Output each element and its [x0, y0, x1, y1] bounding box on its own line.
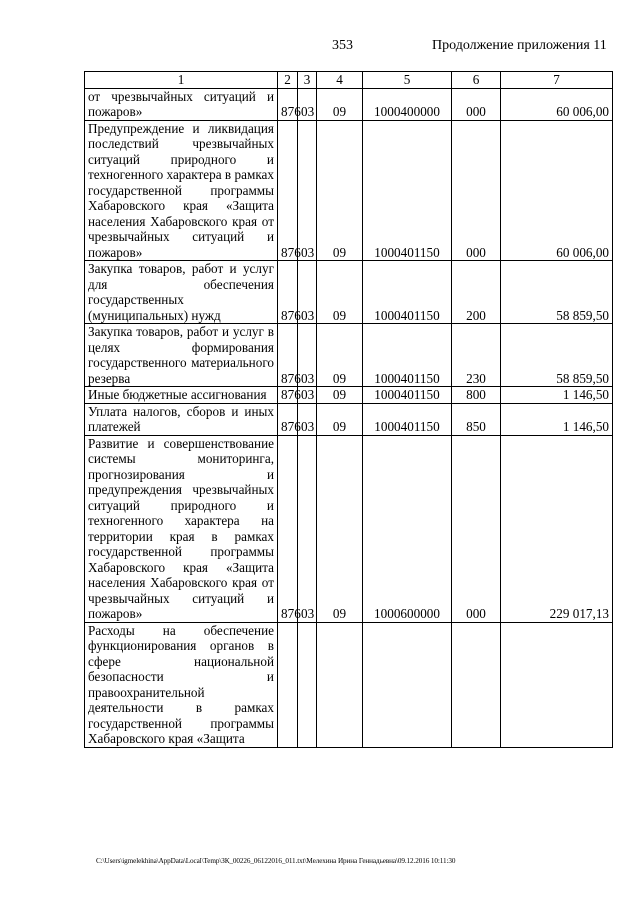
amount: 1 146,50 — [501, 403, 613, 435]
ministry-code: 876 — [278, 435, 298, 622]
target-code: 1000600000 — [363, 435, 452, 622]
row-name: Иные бюджетные ассигнования — [85, 387, 278, 404]
subsection-code: 09 — [317, 261, 363, 324]
row-name: Закупка товаров, работ и услуг в целях формирования государственного материального резерва — [85, 324, 278, 387]
ministry-code: 876 — [278, 387, 298, 404]
amount: 58 859,50 — [501, 261, 613, 324]
ministry-code: 876 — [278, 88, 298, 120]
subsection-code: 09 — [317, 403, 363, 435]
column-header: 1 — [85, 72, 278, 89]
section-code — [298, 622, 317, 747]
column-header: 7 — [501, 72, 613, 89]
document-path-footer: C:\Users\igmelekhina\AppData\Local\Temp\ЗК_00226_06122016_011.txt\Мелехина Ирина Геннадьевна\09.12.2016 10:11:30 — [96, 857, 456, 865]
target-code: 1000401150 — [363, 387, 452, 404]
table-row — [85, 120, 613, 261]
expense-type-code: 200 — [452, 261, 501, 324]
ministry-code: 876 — [278, 120, 298, 261]
subsection-code: 09 — [317, 387, 363, 404]
row-name: Расходы на обеспечение функционирования органов в сфере национальной безопасности и правоохранительной деятельности в рамках государственной программы Хабаровского края «Защита — [85, 622, 278, 747]
column-header: 6 — [452, 72, 501, 89]
table-row — [85, 324, 613, 387]
amount: 1 146,50 — [501, 387, 613, 404]
row-name: Закупка товаров, работ и услуг для обеспечения государственных (муниципальных) нужд — [85, 261, 278, 324]
subsection-code: 09 — [317, 120, 363, 261]
amount: 60 006,00 — [501, 88, 613, 120]
expense-type-code: 000 — [452, 120, 501, 261]
subsection-code — [317, 622, 363, 747]
amount: 229 017,13 — [501, 435, 613, 622]
section-code: 03 — [298, 435, 317, 622]
target-code: 1000401150 — [363, 261, 452, 324]
column-header: 4 — [317, 72, 363, 89]
target-code: 1000400000 — [363, 88, 452, 120]
target-code: 1000401150 — [363, 403, 452, 435]
ministry-code: 876 — [278, 324, 298, 387]
amount — [501, 622, 613, 747]
row-name: Предупреждение и ликвидация последствий чрезвычайных ситуаций природного и техногенного характера в рамках государственной программы Хабаровского края «Защита населения Хабаровского края от чрезвычайных ситуаций и пожаров» — [85, 120, 278, 261]
expense-type-code — [452, 622, 501, 747]
section-code: 03 — [298, 387, 317, 404]
table-row — [85, 88, 613, 120]
table-row — [85, 387, 613, 404]
table-header-row — [85, 72, 613, 89]
target-code: 1000401150 — [363, 120, 452, 261]
table-row — [85, 403, 613, 435]
table-row — [85, 622, 613, 747]
target-code — [363, 622, 452, 747]
ministry-code — [278, 622, 298, 747]
table-row — [85, 435, 613, 622]
table-row — [85, 261, 613, 324]
expense-type-code: 800 — [452, 387, 501, 404]
ministry-code: 876 — [278, 261, 298, 324]
expense-type-code: 000 — [452, 88, 501, 120]
target-code: 1000401150 — [363, 324, 452, 387]
amount: 60 006,00 — [501, 120, 613, 261]
amount: 58 859,50 — [501, 324, 613, 387]
subsection-code: 09 — [317, 435, 363, 622]
column-header: 3 — [298, 72, 317, 89]
row-name: Уплата налогов, сборов и иных платежей — [85, 403, 278, 435]
appendix-label: Продолжение приложения 11 — [432, 38, 607, 53]
section-code: 03 — [298, 120, 317, 261]
section-code: 03 — [298, 261, 317, 324]
section-code: 03 — [298, 324, 317, 387]
budget-table — [84, 71, 613, 748]
row-name: Развитие и совершенствование системы мониторинга, прогнозирования и предупреждения чрезвычайных ситуаций природного и техногенного характера на территории края в рамках государственной программы Хабаровского края «Защита населения Хабаровского края от чрезвычайных ситуаций и пожаров» — [85, 435, 278, 622]
expense-type-code: 850 — [452, 403, 501, 435]
section-code: 03 — [298, 88, 317, 120]
ministry-code: 876 — [278, 403, 298, 435]
expense-type-code: 230 — [452, 324, 501, 387]
expense-type-code: 000 — [452, 435, 501, 622]
column-header: 2 — [278, 72, 298, 89]
subsection-code: 09 — [317, 88, 363, 120]
subsection-code: 09 — [317, 324, 363, 387]
section-code: 03 — [298, 403, 317, 435]
page-number: 353 — [332, 38, 353, 53]
column-header: 5 — [363, 72, 452, 89]
row-name: от чрезвычайных ситуаций и пожаров» — [85, 88, 278, 120]
